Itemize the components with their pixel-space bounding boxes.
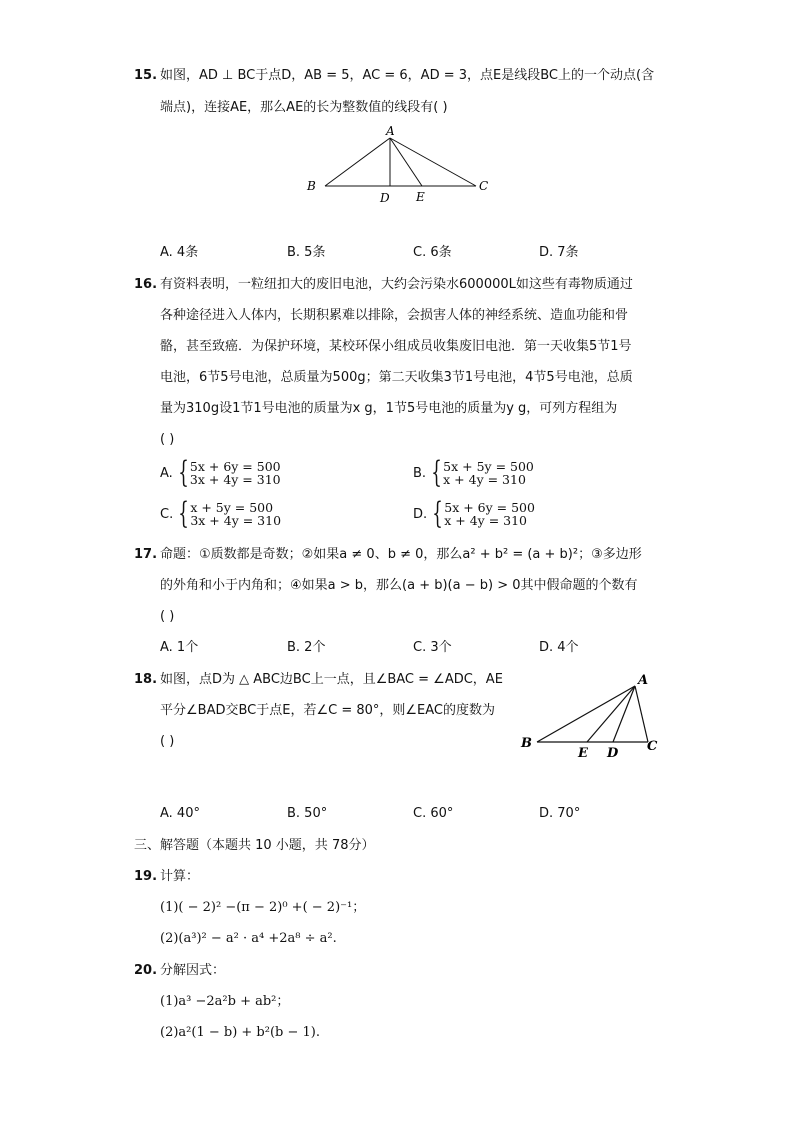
q18-triangle-figure	[515, 668, 665, 763]
q19-part1: (1)( − 2)² −(π − 2)⁰ +( − 2)⁻¹；	[160, 900, 366, 915]
q16-option-b-eq1: 5x + 5y = 500	[443, 459, 534, 474]
q15-option-d[interactable]: D. 7条	[539, 245, 579, 260]
q15-option-c[interactable]: C. 6条	[413, 245, 452, 260]
q16-text-line4: 电池，6节5号电池，总质量为500g；第二天收集3节1号电池，4节5号电池，总质	[160, 370, 633, 385]
q16-option-d-eq1: 5x + 6y = 500	[444, 500, 535, 515]
q16-text-line3: 骼，甚至致癌．为保护环境，某校环保小组成员收集废旧电池．第一天收集5节1号	[160, 339, 632, 354]
q18-option-d[interactable]: D. 70°	[539, 806, 581, 821]
q16-option-c-eq1: x + 5y = 500	[190, 500, 274, 515]
q17-option-a[interactable]: A. 1个	[160, 640, 199, 655]
q16-option-c-eq2: 3x + 4y = 310	[190, 513, 282, 528]
q16-text-line5: 量为310g设1节1号电池的质量为x g，1节5号电池的质量为y g，可列方程组为	[160, 401, 618, 416]
q15-text-line2: 端点)，连接AE，那么AE的长为整数值的线段有( )	[160, 100, 448, 115]
brace-icon: {	[432, 496, 443, 531]
q17-text-line2: 的外角和小于内角和；④如果a > b，那么(a + b)(a − b) > 0其中假命题的个数有	[160, 578, 638, 593]
q15-label-c: C	[479, 179, 489, 193]
q15-label-d: D	[380, 191, 390, 205]
q16-option-d-eq2: x + 4y = 310	[444, 513, 528, 528]
q15-label-e: E	[416, 190, 425, 204]
brace-icon: {	[178, 496, 190, 531]
q16-option-a-letter: A.	[160, 465, 173, 481]
q16-option-b[interactable]	[413, 455, 534, 490]
q19-number: 19.	[134, 869, 158, 884]
q16-option-b-eq2: x + 4y = 310	[443, 472, 526, 487]
q16-text-line6: ( )	[160, 432, 175, 447]
q17-text-line3: ( )	[160, 609, 175, 624]
q16-text-line1: 有资料表明，一粒纽扣大的废旧电池，大约会污染水600000L如这些有毒物质通过	[160, 277, 633, 292]
q15-option-a[interactable]: A. 4条	[160, 245, 199, 260]
q17-text-line1: 命题：①质数都是奇数；②如果a ≠ 0、b ≠ 0，那么a² + b² = (a + b)²；③多边形	[160, 547, 642, 562]
q16-option-c[interactable]	[160, 496, 282, 531]
brace-icon: {	[431, 455, 442, 490]
q15-label-b: B	[307, 179, 316, 193]
q18-text-line3: ( )	[160, 734, 175, 749]
q17-option-b[interactable]: B. 2个	[287, 640, 326, 655]
q16-text-line2: 各种途径进入人体内，长期积累难以排除，会损害人体的神经系统、造血功能和骨	[160, 308, 629, 323]
q20-number: 20.	[134, 963, 158, 978]
q16-option-a-eq1: 5x + 6y = 500	[189, 459, 281, 474]
q18-text-line1: 如图，点D为 △ ABC边BC上一点，且∠BAC = ∠ADC，AE	[160, 672, 503, 687]
q18-option-a[interactable]: A. 40°	[160, 806, 200, 821]
q20-part2: (2)a²(1 − b) + b²(b − 1).	[160, 1025, 320, 1040]
q18-text-line2: 平分∠BAD交BC于点E，若∠C = 80°，则∠EAC的度数为	[160, 703, 495, 718]
q18-option-b[interactable]: B. 50°	[287, 806, 328, 821]
q18-label-e: E	[578, 746, 588, 761]
q15-number: 15.	[134, 68, 158, 83]
q18-label-d: D	[607, 746, 619, 761]
q18-label-c: C	[647, 739, 658, 754]
q18-number: 18.	[134, 672, 158, 687]
q16-option-d[interactable]	[413, 496, 535, 531]
q16-option-a-eq2: 3x + 4y = 310	[189, 472, 281, 487]
q15-text-line1: 如图，AD ⊥ BC于点D，AB = 5，AC = 6，AD = 3，点E是线段BC上的一个动点(含	[160, 68, 655, 83]
q20-part1: (1)a³ −2a²b + ab²；	[160, 994, 290, 1009]
q17-option-d[interactable]: D. 4个	[539, 640, 579, 655]
section-heading: 三、解答题（本题共 10 小题，共 78分）	[134, 838, 375, 853]
q18-label-b: B	[521, 736, 532, 751]
q17-option-c[interactable]: C. 3个	[413, 640, 452, 655]
q15-triangle-figure	[300, 122, 500, 207]
q16-option-a[interactable]	[160, 455, 281, 490]
q18-label-a: A	[638, 673, 649, 688]
q20-title: 分解因式：	[160, 963, 226, 978]
q16-number: 16.	[134, 277, 158, 292]
q16-option-c-letter: C.	[160, 506, 174, 522]
q18-option-c[interactable]: C. 60°	[413, 806, 454, 821]
q15-label-a: A	[386, 124, 395, 138]
q15-option-b[interactable]: B. 5条	[287, 245, 326, 260]
brace-icon: {	[178, 455, 189, 490]
q17-number: 17.	[134, 547, 158, 562]
q19-title: 计算：	[160, 869, 200, 884]
q16-option-d-letter: D.	[413, 506, 428, 522]
q16-option-b-letter: B.	[413, 465, 427, 481]
q19-part2: (2)(a³)² − a² · a⁴ +2a⁸ ÷ a².	[160, 931, 337, 946]
